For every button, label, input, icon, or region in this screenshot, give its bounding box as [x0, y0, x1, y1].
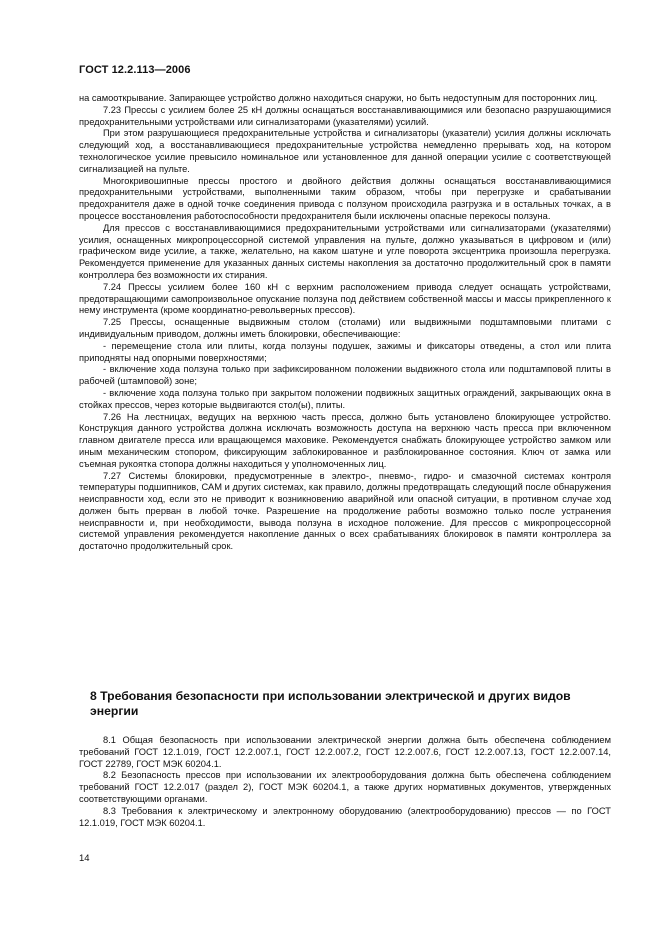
paragraph-8-1: 8.1 Общая безопасность при использовании электрической энергии должна быть обеспечена соблюдением требований ГОСТ 12.1.019, ГОСТ 12.2.007.1, ГОСТ 12.2.007.2, ГОСТ 12.2.007.6, ГОСТ 12.2.007.13, ГОСТ 12.2.007.14, ГОСТ 22789, ГОСТ МЭК 60204.1.: [79, 735, 611, 769]
paragraph-7-23: 7.23 Прессы с усилием более 25 кН должны оснащаться восстанавливающимися или безопасно разрушающимися предохранительными устройствами или сигнализаторами (указателями) усилий.: [79, 104, 611, 127]
paragraph-7-25: 7.25 Прессы, оснащенные выдвижным столом (столами) или выдвижными подштамповыми плитами с индивидуальным приводом, должны иметь блокировки, обеспечивающие:: [79, 317, 611, 339]
paragraph-7-27: 7.27 Системы блокировки, предусмотренные в электро-, пневмо-, гидро- и смазочной системах контроля температуры подшипников, САМ и других системах, как правило, должны предотвращать следующий после обнаружения неисправности ход, если это не приводит к возникновению аварийной или опасной ситуации, в противном случае ход должен быть прерван в любой точке. Разрешение на продолжение работы возможно только после устранения неисправности и, при необходимости, вывода ползуна в исходное положение. Для прессов с микропроцессорной системой управления рекомендуется накопление данных о всех срабатываниях блокировок в памяти контроллера за достаточно продолжительный срок.: [79, 470, 611, 552]
paragraph: Многокривошипные прессы простого и двойного действия должны оснащаться восстанавливающимися предохранительными устройствами, выполненными таким образом, чтобы при перегрузке и срабатывании предохранителя даже в одной точке соединения привода с ползуном происходила разгрузка и в остальных точках, а в процессе восстановления работоспособности предохранителя были исключены опасные перекосы ползуна.: [79, 175, 611, 221]
page-number: 14: [79, 853, 90, 864]
paragraph-8-2: 8.2 Безопасность прессов при использовании их электрооборудования должна быть обеспечена соблюдением требований ГОСТ 12.2.017 (раздел 2), ГОСТ МЭК 60204.1, а также других нормативных документов, утвержденных соответствующими органами.: [79, 770, 611, 804]
list-item: - включение хода ползуна только при зафиксированном положении выдвижного стола или подштамповой плиты в рабочей (штамповой) зоне;: [79, 364, 611, 387]
list-item: - перемещение стола или плиты, когда ползуны подушек, зажимы и фиксаторы отведены, а стол или плита приподняты над опорными поверхностями;: [79, 340, 611, 363]
paragraph-7-26: 7.26 На лестницах, ведущих на верхнюю часть пресса, должно быть установлено блокирующее устройство. Конструкция данного устройства должна исключать возможность доступа на верхнюю часть пресса при включенном главном двигателе пресса или вращающемся маховике. Рекомендуется снабжать блокирующее устройство замком или иным механическим стопором, фиксирующим заблокированное и разблокированное состояния. Ключ от замка или съемная рукоятка стопора должны находиться у уполномоченных лиц.: [79, 411, 611, 469]
list-item: - включение хода ползуна только при закрытом положении подвижных защитных ограждений, закрывающих окна в стойках прессов, через которые выдвигаются стол(ы), плиты.: [79, 387, 611, 410]
document-header: ГОСТ 12.2.113—2006: [79, 64, 191, 76]
paragraph-continuation: на самооткрывание. Запирающее устройство должно находиться снаружи, но быть недоступным для посторонних лиц.: [79, 93, 598, 103]
paragraph-8-3: 8.3 Требования к электрическому и электронному оборудованию (электрооборудованию) прессов — по ГОСТ 12.1.019, ГОСТ МЭК 60204.1.: [79, 805, 611, 828]
paragraph: Для прессов с восстанавливающимися предохранительными устройствами или сигнализаторами (указателями) усилия, оснащенных микропроцессорной системой управления на пульте, должно указываться в цифровом и (или) графическом виде усилие, а также, желательно, на каком шатуне и угле поворота эксцентрика произошла перегрузка. Рекомендуется применение для указанных данных системы накопления за достаточно продолжительный срок в памяти контроллера без возможности их стирания.: [79, 222, 611, 280]
document-body: [79, 93, 611, 553]
paragraph-7-24: 7.24 Прессы усилием более 160 кН с верхним расположением привода следует оснащать устройствами, предотвращающими самопроизвольное опускание ползуна под действием собственной массы и массы прикрепленного к нему инструмента (кроме координатно-револьверных прессов).: [79, 281, 611, 316]
section-heading: 8 Требования безопасности при использовании электрической и других видов энергии: [90, 689, 571, 718]
section-body: [79, 735, 611, 829]
paragraph: При этом разрушающиеся предохранительные устройства и сигнализаторы (указатели) усилия должны исключать следующий ход, а восстанавливающиеся предохранительные устройства немедленно прерывать ход, на котором технологическое усилие превысило номинальное или установленное для данной операции усилие с соответствующей сигнализацией на пульте.: [79, 128, 611, 174]
